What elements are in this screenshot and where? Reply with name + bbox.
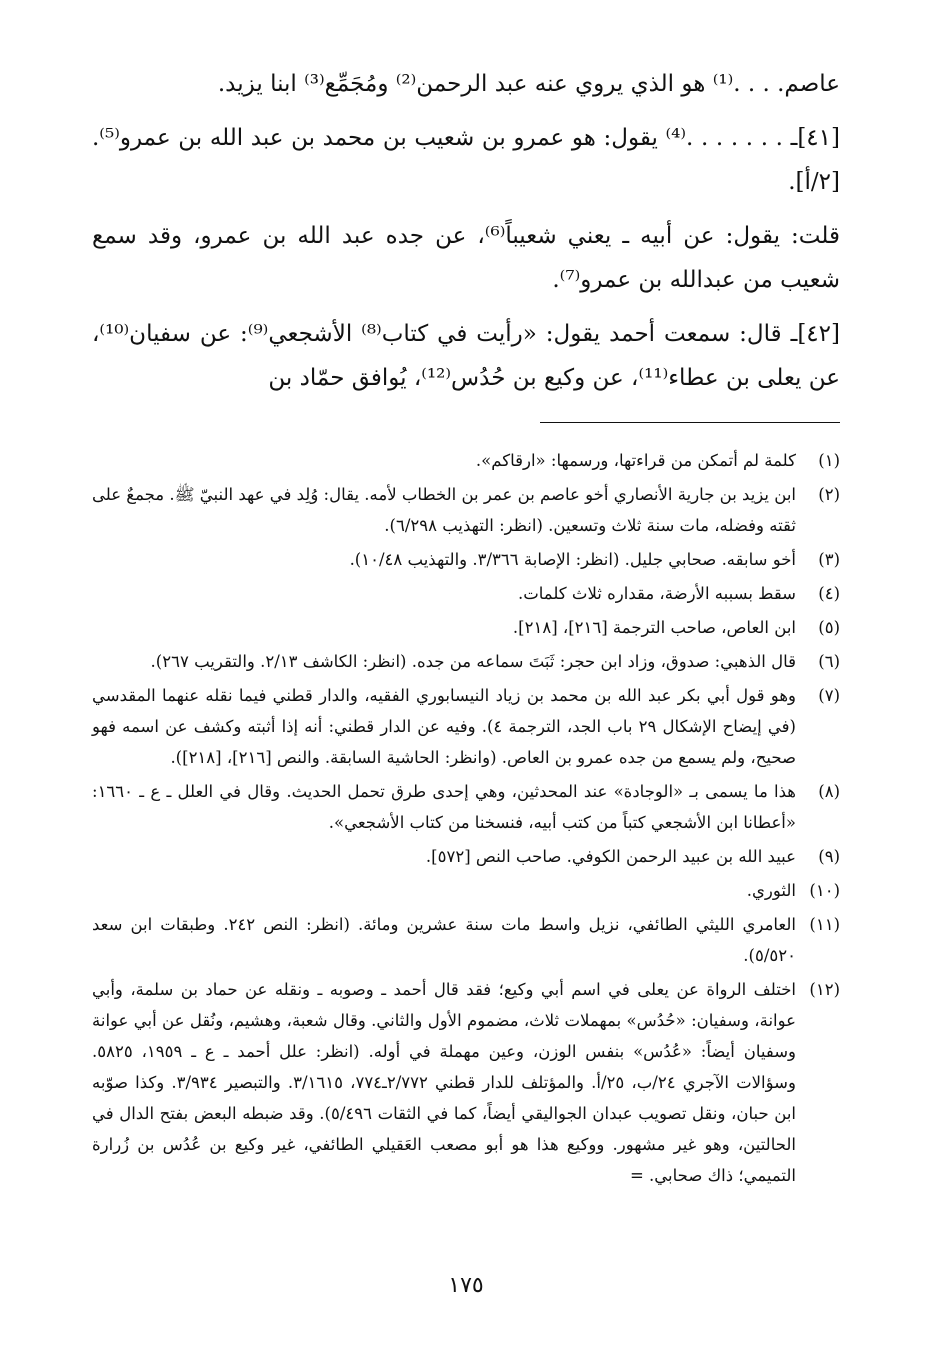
footnote-text: سقط بسببه الأرضة، مقداره ثلاث كلمات. <box>518 584 796 603</box>
footnote-number: (٧) <box>818 686 840 705</box>
footnote-text: وهو قول أبي بكر عبد الله بن محمد بن زياد النيسابوري الفقيه، والدار قطني فيما نقله عنهما المقدسي (في إيضاح الإشكال ٢٩ باب الجد، الترجمة ٤). وفيه عن الدار قطني: أنه إذا أثبته وكشف عن اسمه فهو صحيح، ولم يسمع من جده عمرو بن العاص. (وانظر: الحاشية السابقة. والنص [٢١٦]، [٢١٨]). <box>92 686 796 767</box>
main-paragraph: [٤١]ـ . . . . . . .⁽⁴⁾ يقول: هو عمرو بن شعيب بن محمد بن عبد الله بن عمرو⁽⁵⁾. [٢/أ]. <box>92 125 840 195</box>
footnote-number: (٢) <box>818 485 840 504</box>
footnote-text: العامري الليثي الطائفي، نزيل واسط مات سنة عشرين ومائة. (انظر: النص ٢٤٢. وطبقات ابن سعد ٥/٥٢٠). <box>92 915 797 965</box>
footnote-number: (١٠) <box>809 881 840 900</box>
footnote <box>92 578 840 609</box>
main-paragraph: عاصم. . . .⁽¹⁾ هو الذي يروي عنه عبد الرحمن⁽²⁾ ومُجَمِّع⁽³⁾ ابنا يزيد. <box>217 71 840 97</box>
footnote-text: هذا ما يسمى بـ «الوجادة» عند المحدثين، وهي إحدى طرق تحمل الحديث. وقال في العلل ـ ع ـ ١٦٦٠: «أعطانا ابن الأشجعي كتباً من كتب أبيه، فنسخنا من كتاب الأشجعي». <box>92 782 796 832</box>
footnote-number: (٦) <box>818 652 840 671</box>
footnote <box>92 909 840 971</box>
footnote <box>92 841 840 872</box>
footnote-number: (٤) <box>818 584 840 603</box>
main-paragraph: [٤٢]ـ قال: سمعت أحمد يقول: «رأيت في كتاب⁽⁸⁾ الأشجعي⁽⁹⁾: عن سفيان⁽¹⁰⁾، عن يعلى بن عطاء⁽¹¹⁾، عن وكيع بن حُدُس⁽¹²⁾، يُوافق حمّاد بن <box>92 321 840 391</box>
footnote-text: كلمة لم أتمكن من قراءتها، ورسمها: «ارقاكم». <box>475 451 796 470</box>
footnote-number: (١٢) <box>809 980 840 999</box>
footnote-text: ابن يزيد بن جارية الأنصاري أخو عاصم بن عمر بن الخطاب لأمه. يقال: وُلِد في عهد النبيّ ﷺ. مجمعٌ على ثقته وفضله، مات سنة ثلاث وتسعين. (انظر: التهذيب ٦/٢٩٨). <box>92 485 796 535</box>
footnote-number: (١١) <box>809 915 840 934</box>
footnote <box>92 875 840 906</box>
footnote-text: اختلف الرواة عن يعلى في اسم أبي وكيع؛ فقد قال أحمد ـ وصوبه ـ ونقله عن حماد بن سلمة، وأبي عوانة، وسفيان: «حُدُس» بمهملات ثلاث، مضموم الأول والثاني. وقال شعبة، وهشيم، ونُقل عن أبي عوانة وسفيان أيضاً: «عُدُس» بنفس الوزن، وعين مهملة في أوله. (انظر: علل أحمد ـ ع ـ ١٩٥٩، ٥٨٢٥. وسؤالات الآجري ٢٤/ب، ٢٥/أ. والمؤتلف للدار قطني ٢/٧٧٢ـ٧٧٤، ٣/١٦١٥. والتبصير ٣/٩٣٤. وكذا صوّبه ابن حبان، ونقل تصويب عبدان الجواليقي أيضاً، كما في الثقات ٥/٤٩٦). وقد ضبطه البعض بفتح الدال في الحالتين، وهو غير مشهور. ووكيع هذا هو أبو مصعب العَقيلي الطائفي، غير وكيع بن عُدُس بن زُرارة التميمي؛ ذاك صحابي. = <box>92 980 796 1185</box>
main-paragraph: قلت: يقول: عن أبيه ـ يعني شعيباً⁽⁶⁾، عن جده عبد الله بن عمرو، وقد سمع شعيب من عبدالله بن عمرو⁽⁷⁾. <box>92 223 840 293</box>
footnote <box>92 445 840 476</box>
footnote <box>92 680 840 773</box>
footnote <box>92 776 840 838</box>
footnote <box>92 612 840 643</box>
page-number: ١٧٥ <box>448 1273 484 1298</box>
footnote-text: أخو سابقه. صحابي جليل. (انظر: الإصابة ٣/٣٦٦. والتهذيب ١٠/٤٨). <box>349 550 796 569</box>
footnote-number: (٩) <box>818 847 840 866</box>
footnotes <box>92 445 840 1191</box>
footnote <box>92 479 840 541</box>
footnote-text: قال الذهبي: صدوق، وزاد ابن حجر: ثَبَتَ سماعه من جده. (انظر: الكاشف ٢/١٣. والتقريب ٢٦٧). <box>150 652 796 671</box>
footnote-number: (٥) <box>818 618 840 637</box>
footnote-number: (٨) <box>818 782 840 801</box>
footnote-number: (١) <box>818 451 840 470</box>
footnote-separator <box>540 422 840 423</box>
footnote-text: الثوري. <box>746 881 796 900</box>
main-text <box>92 62 840 400</box>
footnote <box>92 974 840 1191</box>
footnote-text: عبيد الله بن عبيد الرحمن الكوفي. صاحب النص [٥٧٢]. <box>425 847 796 866</box>
footnote-text: ابن العاص، صاحب الترجمة [٢١٦]، [٢١٨]. <box>512 618 796 637</box>
footnote <box>92 544 840 575</box>
footnote-number: (٣) <box>818 550 840 569</box>
footnote <box>92 646 840 677</box>
